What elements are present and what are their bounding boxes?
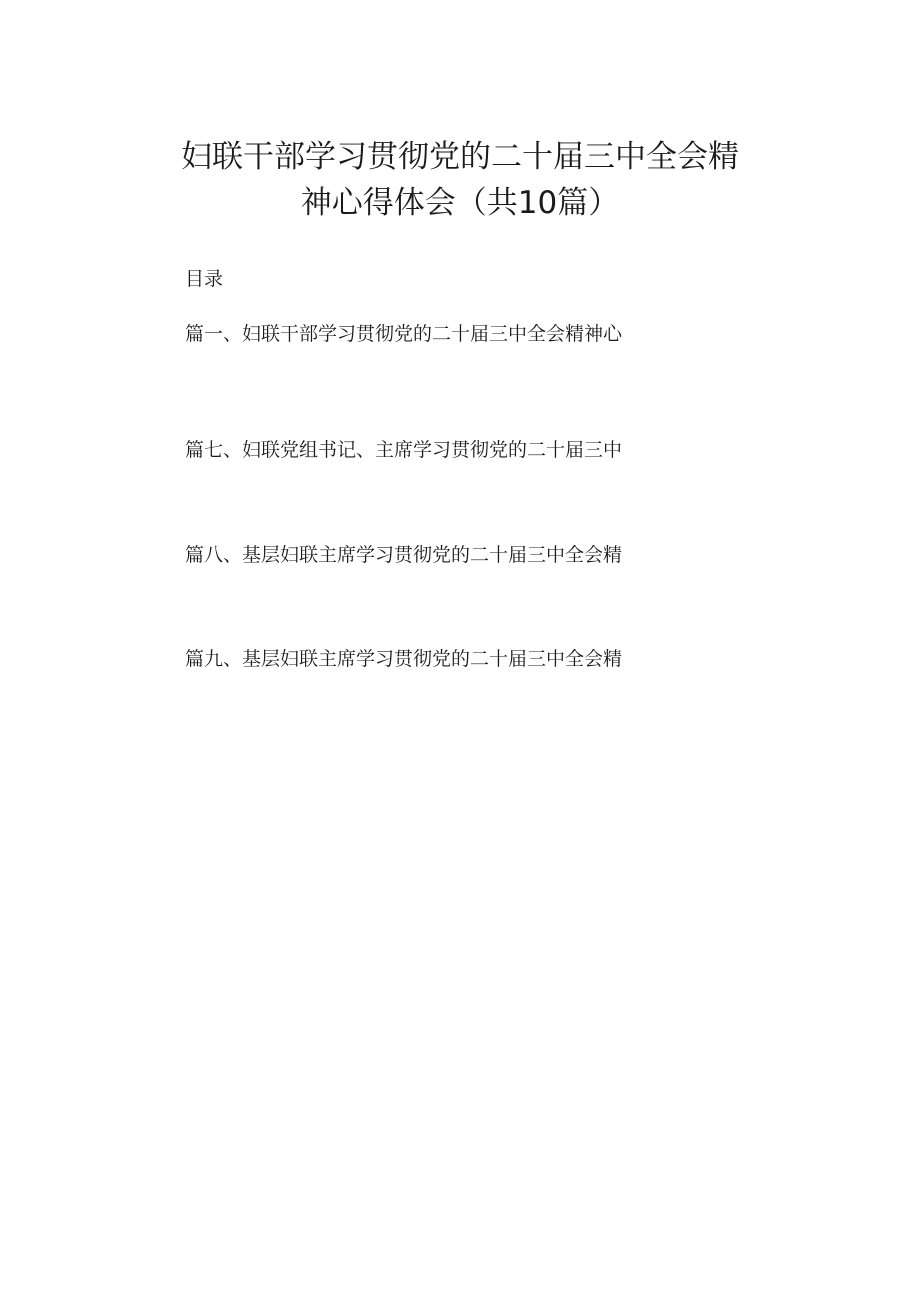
toc-item-7[interactable]: 篇七、妇联党组书记、主席学习贯彻党的二十届三中 — [185, 439, 623, 461]
toc-heading: 目录 — [185, 268, 224, 290]
toc-item-1[interactable]: 篇一、妇联干部学习贯彻党的二十届三中全会精神心 — [185, 323, 623, 345]
toc-item-8[interactable]: 篇八、基层妇联主席学习贯彻党的二十届三中全会精 — [185, 544, 623, 566]
document-title-line-1: 妇联干部学习贯彻党的二十届三中全会精 — [181, 139, 739, 175]
toc-item-9[interactable]: 篇九、基层妇联主席学习贯彻党的二十届三中全会精 — [185, 648, 623, 670]
document-title — [120, 134, 800, 226]
document-title-line-2: 神心得体会（共10篇） — [300, 185, 620, 221]
